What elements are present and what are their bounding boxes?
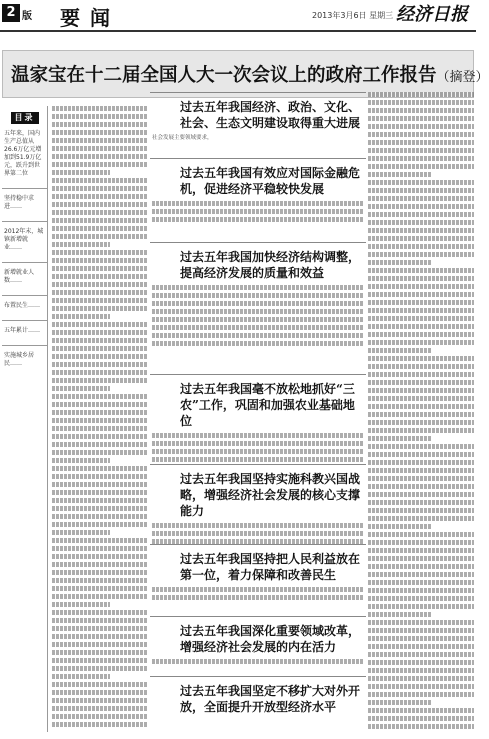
body-text-line (368, 100, 474, 105)
body-text-line (52, 194, 148, 199)
body-text-line (368, 108, 474, 113)
body-text-line (52, 290, 148, 295)
sidebar-item: 布置民生…… (4, 302, 41, 309)
body-text-line (368, 556, 474, 561)
body-text-line (52, 514, 148, 519)
body-text-line (52, 474, 148, 479)
body-text-line (152, 201, 364, 206)
newspaper-logo: 经济日报 (396, 4, 468, 25)
sidebar-item: 2012年末，城镇新增就业…… (4, 228, 44, 251)
body-text-line (152, 433, 364, 438)
body-text-line (368, 92, 474, 97)
sidebar-directory (2, 106, 48, 732)
body-text-line (52, 410, 148, 415)
body-text-line (368, 684, 474, 689)
article-headline: 过去五年我国加快经济结构调整，提高经济发展的质量和效益 (180, 250, 361, 280)
masthead (0, 0, 476, 32)
body-text-line (368, 532, 474, 537)
body-text-line (368, 636, 474, 641)
body-text-line (52, 146, 148, 151)
body-text-line (52, 322, 148, 327)
divider (2, 345, 47, 346)
sidebar-item: 坚持稳中求进…… (4, 195, 35, 210)
body-text-line (368, 620, 474, 625)
body-column-left (52, 106, 148, 732)
body-text-line (52, 274, 148, 279)
body-text-line (52, 106, 148, 111)
body-text-line (52, 586, 148, 591)
body-text-line (52, 570, 148, 575)
body-text-line (52, 154, 148, 159)
body-text-line (52, 674, 110, 679)
body-text-line (52, 122, 148, 127)
body-text-line (368, 356, 474, 361)
body-text-line (52, 186, 148, 191)
body-text-line (368, 508, 474, 513)
body-text-line (368, 460, 474, 465)
page-number-badge: 2 (2, 4, 20, 22)
body-text-line (152, 325, 364, 330)
body-text-line (52, 370, 148, 375)
body-text-line (152, 523, 364, 528)
article-body (150, 433, 366, 462)
body-text-line (52, 242, 110, 247)
body-text-line (52, 658, 148, 663)
body-text-line (52, 234, 148, 239)
body-text-line (152, 531, 364, 536)
body-text-line (52, 522, 148, 527)
body-text-line (52, 450, 148, 455)
body-text-line (52, 506, 148, 511)
body-text-line (152, 659, 364, 664)
body-text-line (368, 284, 474, 289)
body-text-line (52, 722, 148, 727)
body-text-line (368, 196, 474, 201)
body-text-line (152, 285, 364, 290)
body-text-line (368, 156, 474, 161)
body-text-line (368, 588, 474, 593)
article-block (150, 676, 366, 732)
body-text-line (368, 372, 474, 377)
body-text-line (368, 300, 474, 305)
sidebar-item: 五年来，国内生产总值从26.6万亿元增加到51.9万亿元，跃升到世界第二位 (4, 130, 42, 177)
headline-banner (2, 50, 489, 98)
body-text-line (152, 341, 364, 346)
body-text-line (368, 604, 474, 609)
body-text-line (368, 692, 474, 697)
body-text-line (152, 217, 364, 222)
body-text-line (368, 124, 474, 129)
body-text-line (368, 140, 474, 145)
divider (2, 320, 47, 321)
body-text-line (368, 660, 474, 665)
headline (11, 61, 489, 87)
page-suffix: 版 (22, 11, 32, 22)
body-text-line (368, 212, 474, 217)
body-text-line (152, 301, 364, 306)
body-text-line (52, 362, 148, 367)
body-text-line (368, 164, 474, 169)
body-text-line (368, 324, 474, 329)
body-text-line (52, 706, 148, 711)
body-text-line (152, 587, 364, 592)
body-text-line (52, 554, 148, 559)
body-text-line (368, 668, 474, 673)
body-text-line (368, 332, 474, 337)
body-text-line (52, 266, 148, 271)
body-text-line (52, 642, 148, 647)
body-text-line (368, 260, 432, 265)
body-text-line (52, 626, 148, 631)
body-text-line (368, 316, 474, 321)
body-text-line (368, 708, 474, 713)
article-block (150, 374, 366, 464)
body-text-line (368, 412, 474, 417)
divider (2, 188, 47, 189)
body-text-line (52, 298, 148, 303)
body-text-line (52, 354, 148, 359)
body-text-line (368, 516, 474, 521)
body-text-line (368, 380, 474, 385)
body-text-line (52, 138, 148, 143)
body-text-line (52, 426, 148, 431)
body-text-line (152, 441, 364, 446)
body-text-line (368, 700, 432, 705)
body-text-line (52, 130, 148, 135)
body-text-line (52, 250, 148, 255)
body-text-line (368, 436, 432, 441)
article-body (150, 201, 366, 222)
body-text-line (368, 596, 474, 601)
body-text-line (52, 714, 148, 719)
sidebar-item: 五年累计…… (4, 327, 41, 334)
body-text-line (368, 148, 474, 153)
body-text-line (368, 276, 474, 281)
body-text-line (52, 306, 148, 311)
article-block (150, 242, 366, 374)
article-headline: 过去五年我国坚持把人民利益放在第一位，着力保障和改善民生 (180, 552, 361, 582)
body-text-line (152, 457, 364, 462)
body-text-line (52, 202, 148, 207)
body-text-line (368, 444, 474, 449)
body-text-line (368, 676, 474, 681)
article-lead: 社会发展主要领域要求， (152, 135, 213, 141)
body-text-line (368, 612, 432, 617)
body-text-line (52, 562, 148, 567)
body-text-line (368, 452, 474, 457)
article-body (150, 285, 366, 346)
body-text-line (368, 724, 474, 729)
body-text-line (152, 595, 364, 600)
body-text-line (52, 418, 148, 423)
body-text-line (368, 292, 474, 297)
article-body (150, 587, 366, 600)
article-block (150, 544, 366, 616)
body-text-line (368, 500, 474, 505)
article-headline: 过去五年我国深化重要领域改革，增强经济社会发展的内在活力 (180, 624, 361, 654)
body-text-line (52, 634, 148, 639)
body-text-line (368, 236, 474, 241)
article-block (150, 92, 366, 158)
article-headline: 过去五年我国经济、政治、文化、社会、生态文明建设取得重大进展 (180, 100, 361, 130)
body-text-line (52, 330, 148, 335)
body-text-line (52, 458, 110, 463)
issue-date: 2013年3月6日 星期三 (312, 11, 394, 20)
body-text-line (368, 348, 432, 353)
headline-subtitle: （摘登） (436, 70, 489, 85)
body-text-line (368, 116, 474, 121)
body-text-line (52, 666, 148, 671)
body-text-line (52, 338, 148, 343)
body-text-line (52, 434, 148, 439)
article-body (150, 659, 366, 664)
article-block (150, 158, 366, 242)
body-text-line (368, 204, 474, 209)
body-text-line (52, 578, 148, 583)
article-headline: 过去五年我国毫不放松地抓好“三农”工作，巩固和加强农业基础地位 (180, 382, 355, 428)
body-text-line (368, 492, 474, 497)
body-text-line (368, 364, 474, 369)
body-text-line (52, 442, 148, 447)
body-text-line (368, 420, 474, 425)
body-text-line (52, 114, 148, 119)
body-text-line (368, 268, 474, 273)
divider (2, 262, 47, 263)
body-column-right (368, 92, 474, 732)
body-text-line (368, 188, 474, 193)
body-text-line (52, 402, 148, 407)
divider (2, 221, 47, 222)
body-text-line (52, 258, 148, 263)
body-text-line (52, 178, 148, 183)
body-text-line (368, 180, 474, 185)
body-text-line (152, 209, 364, 214)
body-text-line (368, 404, 474, 409)
body-text-line (152, 309, 364, 314)
body-text-line (52, 498, 148, 503)
body-text-line (368, 308, 474, 313)
article-block (150, 616, 366, 676)
article-headline: 过去五年我国有效应对国际金融危机，促进经济平稳较快发展 (180, 166, 361, 196)
body-text-line (368, 172, 432, 177)
body-text-line (52, 538, 148, 543)
body-text-line (368, 476, 474, 481)
body-text-line (368, 388, 474, 393)
body-text-line (368, 396, 474, 401)
body-text-line (52, 346, 148, 351)
body-text-line (368, 540, 474, 545)
body-text-line (152, 317, 364, 322)
body-text-line (52, 466, 148, 471)
article-headline: 过去五年我国坚持实施科教兴国战略，增强经济社会发展的核心支撑能力 (180, 472, 361, 518)
body-text-line (52, 218, 148, 223)
body-text-line (52, 490, 148, 495)
body-text-line (368, 340, 474, 345)
article-headline: 过去五年我国坚定不移扩大对外开放，全面提升开放型经济水平 (180, 684, 361, 714)
body-text-line (368, 484, 474, 489)
body-text-line (368, 524, 432, 529)
body-text-line (152, 293, 364, 298)
body-text-line (368, 244, 474, 249)
body-text-line (52, 650, 148, 655)
body-text-line (52, 610, 148, 615)
section-title: 要闻 (60, 6, 120, 30)
body-text-line (52, 682, 148, 687)
body-text-line (368, 548, 474, 553)
body-text-line (52, 546, 148, 551)
article-body (150, 523, 366, 544)
body-text-line (52, 226, 148, 231)
body-text-line (368, 220, 474, 225)
body-text-line (368, 228, 474, 233)
sidebar-item: 新增就业人数…… (4, 269, 35, 284)
body-text-line (52, 530, 110, 535)
body-text-line (368, 252, 474, 257)
body-text-line (52, 378, 148, 383)
body-text-line (368, 628, 474, 633)
body-text-line (52, 314, 110, 319)
headline-title: 温家宝在十二届全国人大一次会议上的政府工作报告 (11, 65, 437, 86)
body-text-line (368, 580, 474, 585)
body-text-line (52, 594, 148, 599)
body-text-line (152, 449, 364, 454)
body-text-line (368, 564, 474, 569)
body-text-line (52, 386, 110, 391)
body-text-line (152, 333, 364, 338)
body-text-line (368, 644, 474, 649)
body-text-line (52, 482, 148, 487)
body-text-line (52, 698, 148, 703)
body-text-line (52, 394, 148, 399)
body-text-line (368, 132, 474, 137)
body-text-line (52, 618, 148, 623)
body-text-line (52, 162, 148, 167)
directory-label: 目录 (11, 112, 39, 124)
body-text-line (368, 428, 474, 433)
sidebar-item: 实施城乡居民…… (4, 352, 35, 367)
body-text-line (52, 602, 110, 607)
body-text-line (52, 690, 148, 695)
divider (2, 295, 47, 296)
body-text-line (52, 170, 110, 175)
body-text-line (368, 716, 474, 721)
body-text-line (52, 282, 148, 287)
body-text-line (368, 652, 474, 657)
body-text-line (368, 572, 474, 577)
article-block (150, 464, 366, 544)
body-text-line (368, 468, 474, 473)
body-text-line (52, 210, 148, 215)
